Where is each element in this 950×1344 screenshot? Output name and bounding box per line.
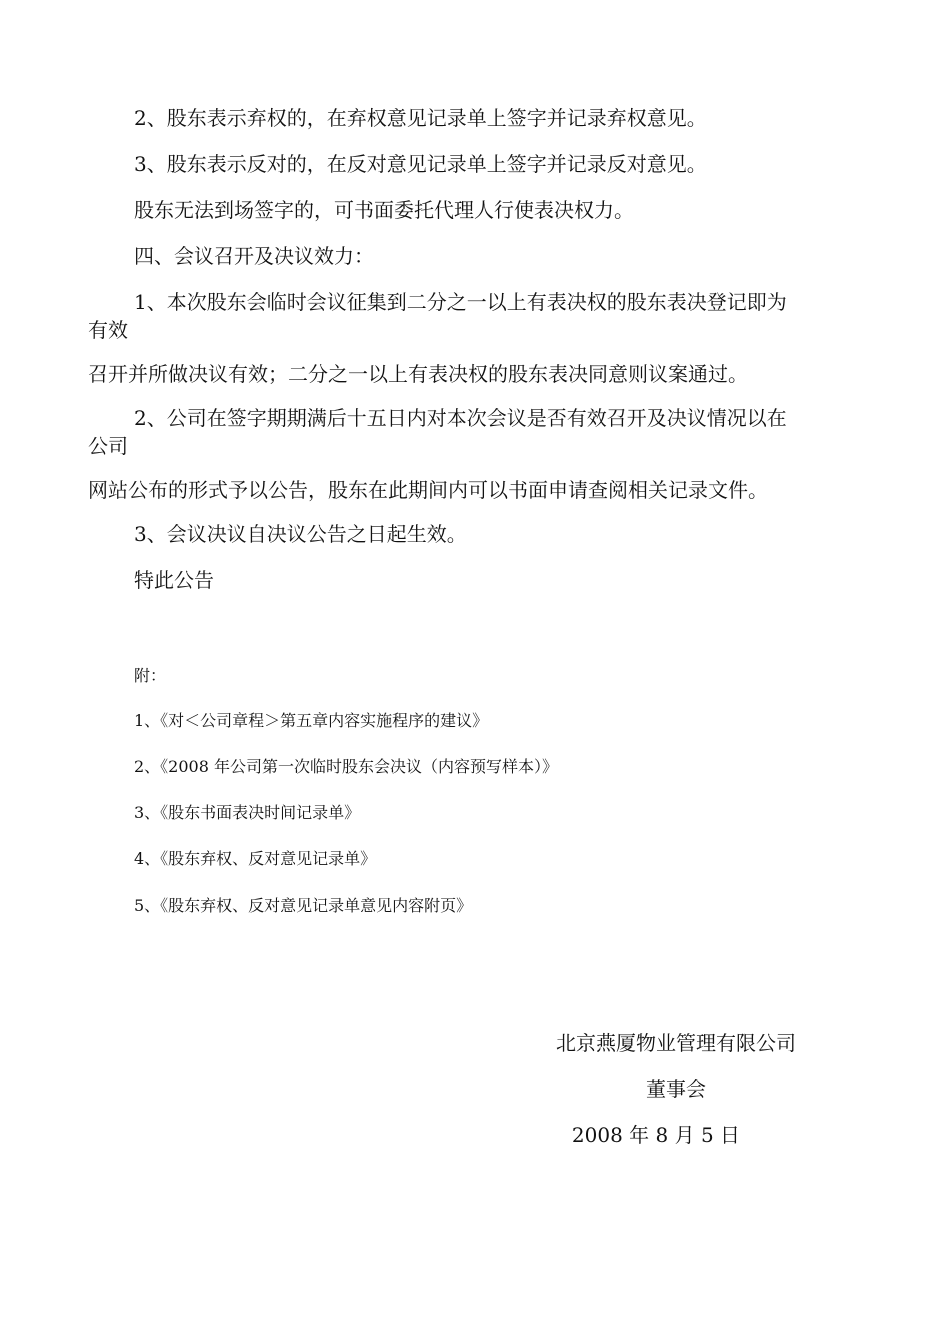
paragraph-abstain: 2、股东表示弃权的，在弃权意见记录单上签字并记录弃权意见。 (134, 106, 707, 130)
paragraph-closing: 特此公告 (134, 568, 214, 592)
paragraph-announcement-line2: 公司 (88, 434, 128, 458)
attachment-item: 5、《股东弃权、反对意见记录单意见内容附页》 (134, 896, 473, 915)
paragraph-quorum-line3: 召开并所做决议有效；二分之一以上有表决权的股东表决同意则议案通过。 (88, 362, 748, 386)
paragraph-quorum-line2: 有效 (88, 318, 128, 342)
paragraph-announcement-line3: 网站公布的形式予以公告，股东在此期间内可以书面申请查阅相关记录文件。 (88, 478, 768, 502)
attachment-item: 1、《对＜公司章程＞第五章内容实施程序的建议》 (134, 711, 489, 730)
paragraph-proxy: 股东无法到场签字的，可书面委托代理人行使表决权力。 (134, 198, 634, 222)
attachment-item: 4、《股东弃权、反对意见记录单》 (134, 849, 377, 868)
signature-date: 2008 年 8 月 5 日 (571, 1123, 741, 1147)
paragraph-effective: 3、会议决议自决议公告之日起生效。 (134, 522, 467, 546)
signature-company: 北京燕厦物业管理有限公司 (556, 1031, 796, 1055)
attachment-item: 3、《股东书面表决时间记录单》 (134, 803, 361, 822)
section-heading-effect: 四、会议召开及决议效力： (134, 244, 374, 268)
paragraph-oppose: 3、股东表示反对的，在反对意见记录单上签字并记录反对意见。 (134, 152, 707, 176)
signature-board: 董事会 (646, 1077, 706, 1101)
attachments-heading: 附： (134, 666, 167, 685)
paragraph-announcement-line1: 2、公司在签字期期满后十五日内对本次会议是否有效召开及决议情况以在 (134, 406, 787, 430)
attachment-item: 2、《2008 年公司第一次临时股东会决议（内容预写样本）》 (134, 757, 558, 776)
paragraph-quorum-line1: 1、本次股东会临时会议征集到二分之一以上有表决权的股东表决登记即为 (134, 290, 787, 314)
